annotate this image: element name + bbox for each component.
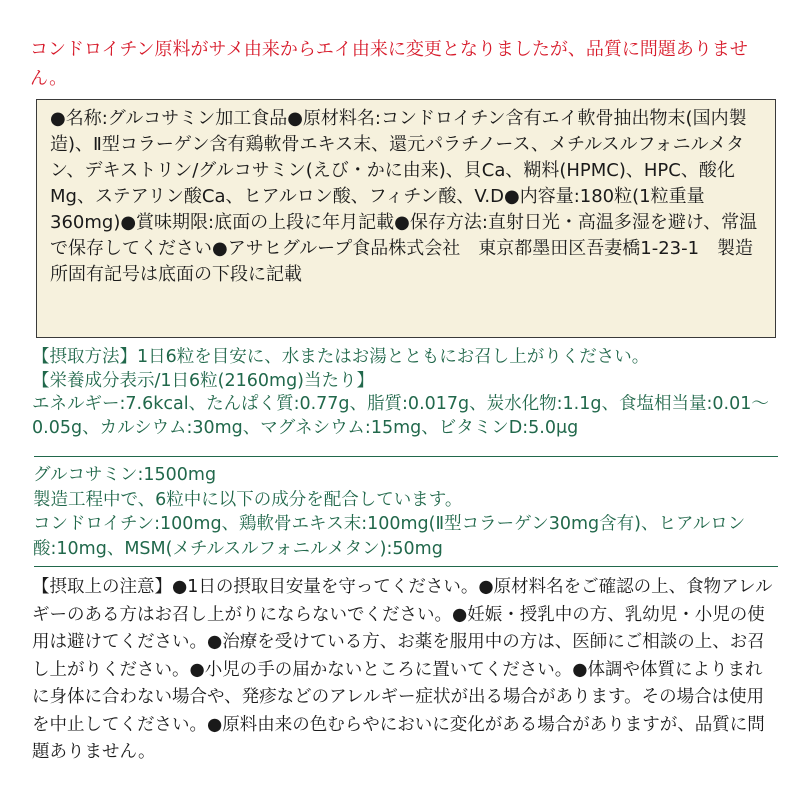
sourcing-change-notice: コンドロイチン原料がサメ由来からエイ由来に変更となりましたが、品質に問題ありません。 bbox=[30, 39, 748, 89]
nutrition-heading: 【栄養成分表示/1日6粒(2160mg)当たり】 bbox=[32, 370, 375, 391]
intake-nutrition-section bbox=[32, 346, 777, 440]
product-label-text: ●名称:グルコサミン加工食品●原材料名:コンドロイチン含有エイ軟骨抽出物末(国内製造)、Ⅱ型コラーゲン含有鶏軟骨エキス末、還元パラチノース、メチルスルフォニルメタン、デキストリン/グルコサミン(えび・かに由来)、貝Ca、糊料(HPMC)、HPC、酸化Mg、ステアリン酸Ca、ヒアルロン酸、フィチン酸、V.D●内容量:180粒(1粒重量360mg)●賞味期限:底面の上段に年月記載●保存方法:直射日光・高温多湿を避け、常温で保存してください●アサヒグループ食品株式会社 東京都墨田区吾妻橋1-23-1 製造所固有記号は底面の下段に記載 bbox=[50, 108, 758, 285]
section-divider-bottom bbox=[34, 566, 778, 567]
ingredients-section bbox=[33, 463, 778, 561]
section-divider-top bbox=[34, 456, 778, 457]
component-amounts: コンドロイチン:100mg、鶏軟骨エキス末:100mg(Ⅱ型コラーゲン30mg含有)、ヒアルロン酸:10mg、MSM(メチルスルフォニルメタン):50mg bbox=[33, 514, 746, 559]
glucosamine-amount: グルコサミン:1500mg bbox=[33, 465, 217, 485]
process-note: 製造工程中で、6粒中に以下の成分を配合しています。 bbox=[33, 489, 463, 510]
usage-caution: 【摂取上の注意】●1日の摂取目安量を守ってください。●原材料名をご確認の上、食物アレルギーのある方はお召し上がりにならないでください。●妊娠・授乳中の方、乳幼児・小児の使用は避けてください。●治療を受けている方、お薬を服用中の方は、医師にご相談の上、お召し上がりください。●小児の手の届かないところに置いてください。●体調や体質によりまれに身体に合わない場合や、発疹などのアレルギー症状が出る場合があります。その場合は使用を中止してください。●原料由来の色むらやにおいに変化がある場合がありますが、品質に問題ありません。 bbox=[32, 577, 773, 762]
nutrition-values: エネルギー:7.6kcal、たんぱく質:0.77g、脂質:0.017g、炭水化物:1.1g、食塩相当量:0.01～0.05g、カルシウム:30mg、マグネシウム:15mg、ビタミンD:5.0μg bbox=[32, 394, 769, 438]
intake-method: 【摂取方法】1日6粒を目安に、水またはお湯とともにお召し上がりください。 bbox=[32, 347, 650, 367]
